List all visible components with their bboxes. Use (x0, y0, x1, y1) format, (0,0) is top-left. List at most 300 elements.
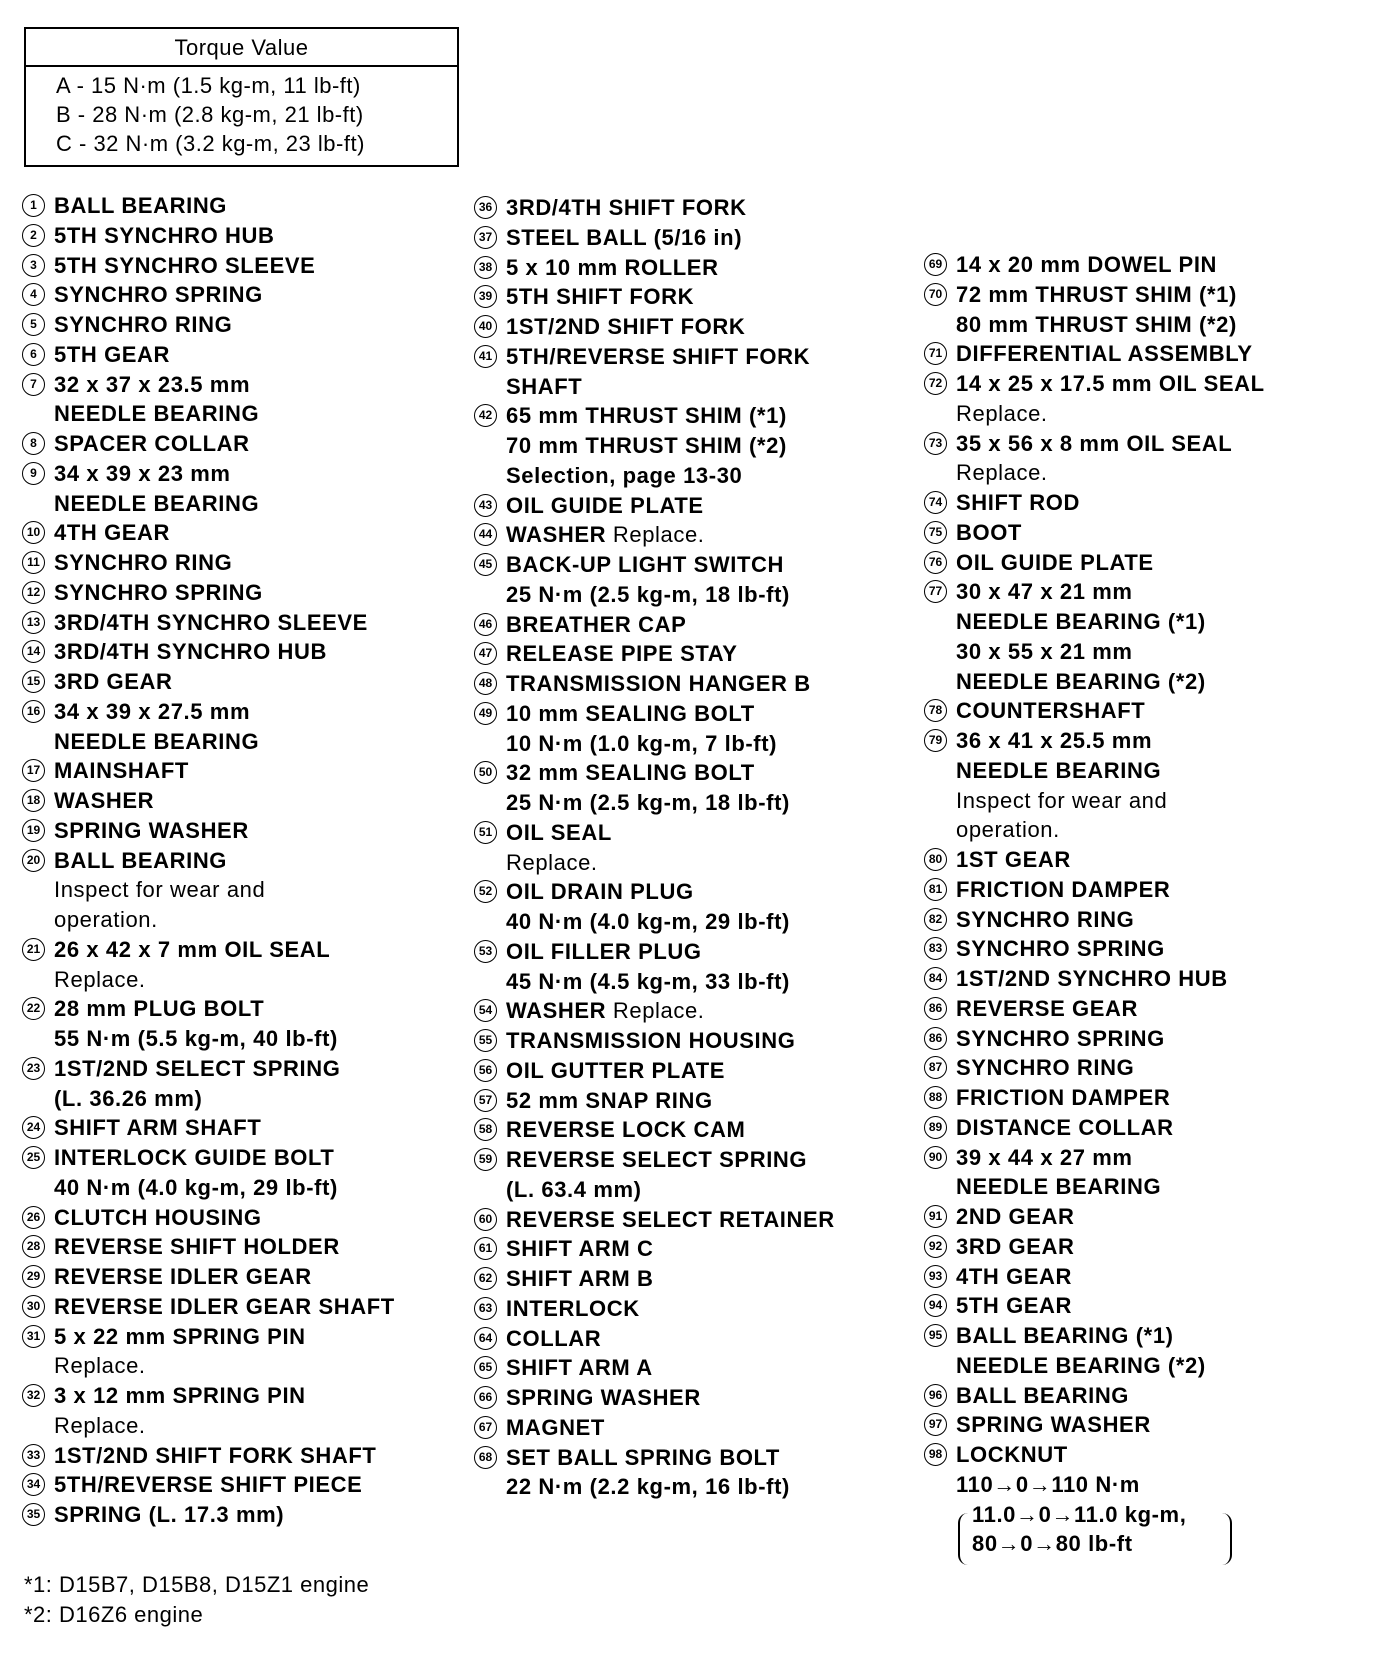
parts-column-2 (474, 193, 835, 1502)
part-number-badge: 74 (924, 491, 947, 514)
brace-right (1222, 1513, 1232, 1565)
part-name: 26 x 42 x 7 mm OIL SEAL (54, 936, 331, 962)
part-name: SPRING WASHER (506, 1385, 701, 1410)
part-name: RELEASE PIPE STAY (506, 641, 738, 667)
part-item (474, 758, 835, 818)
part-number-badge: 16 (22, 700, 45, 723)
part-number-badge: 11 (22, 551, 45, 574)
part-item (924, 934, 1265, 964)
part-number-badge: 25 (22, 1146, 45, 1169)
part-item (22, 310, 395, 340)
part-name: FRICTION DAMPER (956, 876, 1171, 902)
part-number-badge: 58 (474, 1118, 497, 1141)
part-item (474, 877, 835, 937)
part-name: 1ST/2ND SELECT SPRING (54, 1055, 341, 1081)
part-name: SYNCHRO RING (54, 550, 233, 575)
part-number-badge: 54 (474, 999, 497, 1022)
part-number-badge: 37 (474, 226, 497, 249)
part-number-badge: 84 (924, 967, 947, 990)
part-number-badge: 96 (924, 1384, 947, 1407)
part-number-badge: 70 (924, 283, 947, 306)
part-name: 3RD/4TH SHIFT FORK (506, 195, 747, 220)
part-name: SYNCHRO RING (956, 1055, 1135, 1081)
part-item (474, 491, 835, 521)
torque-value-box (24, 27, 459, 167)
part-item (474, 1234, 835, 1264)
part-name: 65 mm THRUST SHIM (*1) (506, 403, 787, 429)
part-name: OIL SEAL (506, 819, 612, 845)
part-number-badge: 23 (22, 1057, 45, 1080)
part-name: 5 x 10 mm ROLLER (506, 254, 719, 280)
part-item (22, 846, 395, 935)
part-item (474, 699, 835, 759)
part-detail-line: NEEDLE BEARING (*2) (956, 668, 1206, 694)
part-name: 3RD GEAR (956, 1233, 1075, 1259)
part-inline-note: Replace. (612, 522, 705, 548)
part-item (924, 696, 1265, 726)
torque-lines (26, 67, 457, 158)
part-item (22, 1441, 395, 1471)
part-name: MAINSHAFT (54, 758, 189, 784)
part-item (474, 1353, 835, 1383)
part-number-badge: 17 (22, 759, 45, 782)
part-item (22, 994, 395, 1054)
part-note: Replace. (956, 400, 1048, 426)
part-number-badge: 6 (22, 343, 45, 366)
part-item (924, 1321, 1265, 1381)
part-note: Inspect for wear and (54, 877, 266, 903)
part-name: SYNCHRO RING (956, 906, 1135, 932)
part-name: OIL FILLER PLUG (506, 938, 702, 964)
part-number-badge: 10 (22, 521, 45, 544)
part-name: DIFFERENTIAL ASSEMBLY (956, 341, 1253, 367)
part-number-badge: 90 (924, 1146, 947, 1169)
part-item (924, 1202, 1265, 1232)
part-item (474, 401, 835, 490)
part-number-badge: 44 (474, 523, 497, 546)
part-name: SPACER COLLAR (54, 431, 250, 456)
part-name: SET BALL SPRING BOLT (506, 1444, 780, 1470)
part-item (22, 697, 395, 757)
torque-title: Torque Value (26, 29, 457, 67)
part-detail-line: 45 N·m (4.5 kg-m, 33 lb-ft) (506, 968, 790, 994)
part-number-badge: 89 (924, 1116, 947, 1139)
part-number-badge: 35 (22, 1503, 45, 1526)
part-name: 3RD/4TH SYNCHRO SLEEVE (54, 609, 368, 635)
part-item (22, 1470, 395, 1500)
part-number-badge: 39 (474, 285, 497, 308)
part-item (22, 1113, 395, 1143)
part-item (924, 1024, 1265, 1054)
part-item (22, 756, 395, 786)
part-item (924, 1053, 1265, 1083)
part-name: REVERSE LOCK CAM (506, 1117, 746, 1143)
part-number-badge: 48 (474, 672, 497, 695)
part-name: OIL DRAIN PLUG (506, 879, 694, 905)
part-number-badge: 91 (924, 1205, 947, 1228)
part-item (474, 342, 835, 402)
part-name: SPRING (L. 17.3 mm) (54, 1502, 285, 1527)
part-name: 72 mm THRUST SHIM (*1) (956, 281, 1237, 307)
part-name: 36 x 41 x 25.5 mm (956, 728, 1153, 753)
part-name: BALL BEARING (54, 847, 228, 873)
part-bracket-line: 80→0→80 lb-ft (972, 1531, 1133, 1557)
part-number-badge: 34 (22, 1473, 45, 1496)
part-item (22, 578, 395, 608)
part-name: 30 x 47 x 21 mm (956, 579, 1133, 605)
part-note: Replace. (506, 849, 598, 875)
part-item (22, 1292, 395, 1322)
part-item (22, 608, 395, 638)
part-number-badge: 94 (924, 1294, 947, 1317)
part-name: 14 x 20 mm DOWEL PIN (956, 252, 1218, 277)
part-item (474, 253, 835, 283)
part-number-badge: 78 (924, 699, 947, 722)
part-number-badge: 63 (474, 1297, 497, 1320)
part-detail-line: Selection, page 13-30 (506, 462, 743, 488)
part-name: FRICTION DAMPER (956, 1085, 1171, 1110)
part-item (924, 250, 1265, 280)
part-number-badge: 95 (924, 1324, 947, 1347)
part-item (22, 518, 395, 548)
part-item (22, 280, 395, 310)
part-name: DISTANCE COLLAR (956, 1114, 1174, 1140)
part-number-badge: 52 (474, 880, 497, 903)
part-detail-line: (L. 36.26 mm) (54, 1085, 203, 1111)
part-number-badge: 20 (22, 849, 45, 872)
part-item (924, 1113, 1265, 1143)
part-item (22, 340, 395, 370)
part-number-badge: 59 (474, 1148, 497, 1171)
part-number-badge: 2 (22, 224, 45, 247)
part-name: 32 x 37 x 23.5 mm (54, 371, 251, 397)
part-name: OIL GUIDE PLATE (506, 492, 704, 518)
part-number-badge: 22 (22, 997, 45, 1020)
part-name: REVERSE SELECT SPRING (506, 1147, 808, 1172)
part-number-badge: 73 (924, 432, 947, 455)
part-item (924, 339, 1265, 369)
part-item (22, 429, 395, 459)
part-number-badge: 62 (474, 1267, 497, 1290)
part-number-badge: 86 (924, 997, 947, 1020)
part-number-badge: 49 (474, 702, 497, 725)
part-name: WASHER (506, 998, 607, 1024)
part-name: 34 x 39 x 23 mm (54, 460, 231, 486)
part-number-badge: 80 (924, 848, 947, 871)
part-name: SPRING WASHER (956, 1412, 1151, 1438)
part-name: SHIFT ARM C (506, 1236, 654, 1262)
part-item (474, 610, 835, 640)
part-item (22, 459, 395, 519)
part-item (22, 1381, 395, 1441)
part-number-badge: 14 (22, 640, 45, 663)
part-item (924, 905, 1265, 935)
part-item (22, 1262, 395, 1292)
part-number-badge: 47 (474, 642, 497, 665)
part-item (22, 1143, 395, 1203)
part-name: 28 mm PLUG BOLT (54, 996, 265, 1022)
part-item (22, 548, 395, 578)
part-number-badge: 92 (924, 1235, 947, 1258)
part-number-badge: 30 (22, 1295, 45, 1318)
part-detail-line: NEEDLE BEARING (*2) (956, 1352, 1206, 1378)
part-name: 5TH SYNCHRO SLEEVE (54, 252, 316, 278)
part-number-badge: 82 (924, 908, 947, 931)
part-item (924, 726, 1265, 845)
part-name: 3RD GEAR (54, 669, 173, 694)
part-number-badge: 28 (22, 1235, 45, 1258)
part-item (22, 1322, 395, 1382)
part-item (474, 937, 835, 997)
part-number-badge: 7 (22, 373, 45, 396)
part-name: BALL BEARING (54, 193, 228, 218)
part-number-badge: 75 (924, 521, 947, 544)
part-item (474, 1026, 835, 1056)
part-detail-line: 40 N·m (4.0 kg-m, 29 lb-ft) (54, 1174, 338, 1200)
part-number-badge: 66 (474, 1386, 497, 1409)
part-name: INTERLOCK GUIDE BOLT (54, 1145, 335, 1170)
part-number-badge: 77 (924, 580, 947, 603)
part-detail-line: 55 N·m (5.5 kg-m, 40 lb-ft) (54, 1026, 338, 1051)
footnotes (24, 1570, 369, 1630)
part-item (474, 669, 835, 699)
part-number-badge: 42 (474, 404, 497, 427)
part-item (22, 637, 395, 667)
part-item (474, 1264, 835, 1294)
part-number-badge: 51 (474, 821, 497, 844)
part-item (924, 845, 1265, 875)
part-item (924, 429, 1265, 489)
part-detail-line: NEEDLE BEARING (54, 401, 260, 427)
part-item (22, 370, 395, 430)
part-item (474, 1413, 835, 1443)
part-item (924, 577, 1265, 696)
part-item (924, 369, 1265, 429)
part-detail-line: 25 N·m (2.5 kg-m, 18 lb-ft) (506, 790, 790, 815)
torque-line-b: B - 28 N·m (2.8 kg-m, 21 lb-ft) (56, 102, 364, 127)
part-number-badge: 53 (474, 940, 497, 963)
part-name: INTERLOCK (506, 1295, 640, 1321)
part-number-badge: 18 (22, 789, 45, 812)
part-item (924, 994, 1265, 1024)
part-name: 1ST GEAR (956, 847, 1071, 872)
part-item (22, 251, 395, 281)
part-item (474, 1443, 835, 1503)
part-item (924, 1381, 1265, 1411)
part-number-badge: 31 (22, 1325, 45, 1348)
part-number-badge: 72 (924, 372, 947, 395)
part-number-badge: 60 (474, 1208, 497, 1231)
part-number-badge: 9 (22, 462, 45, 485)
part-note: Replace. (54, 1353, 146, 1379)
footnote-2: *2: D16Z6 engine (24, 1602, 204, 1627)
part-name: 1ST/2ND SHIFT FORK SHAFT (54, 1442, 377, 1468)
part-detail-line: 40 N·m (4.0 kg-m, 29 lb-ft) (506, 909, 790, 934)
part-item (474, 1205, 835, 1235)
part-item (924, 1232, 1265, 1262)
part-name: REVERSE IDLER GEAR SHAFT (54, 1293, 395, 1319)
part-detail-line: SHAFT (506, 373, 583, 399)
part-number-badge: 88 (924, 1086, 947, 1109)
part-name: SYNCHRO SPRING (956, 936, 1165, 962)
part-item (474, 1324, 835, 1354)
part-name: SHIFT ARM B (506, 1266, 654, 1291)
part-number-badge: 69 (924, 253, 947, 276)
part-name: 4TH GEAR (956, 1263, 1073, 1289)
part-item (474, 1115, 835, 1145)
part-note: operation. (956, 817, 1060, 843)
part-item (474, 1145, 835, 1205)
part-name: 5TH SHIFT FORK (506, 284, 695, 310)
parts-column-1 (22, 191, 395, 1530)
part-item (924, 1262, 1265, 1292)
part-item (474, 223, 835, 253)
part-item (924, 1291, 1265, 1321)
part-detail-line: 110→0→110 N·m (956, 1471, 1140, 1497)
part-name: TRANSMISSION HOUSING (506, 1028, 796, 1053)
part-name: BALL BEARING (956, 1382, 1130, 1408)
part-item (474, 312, 835, 342)
part-number-badge: 15 (22, 670, 45, 693)
part-number-badge: 32 (22, 1384, 45, 1407)
part-detail-line: 22 N·m (2.2 kg-m, 16 lb-ft) (506, 1474, 790, 1500)
part-item (474, 818, 835, 878)
part-name: TRANSMISSION HANGER B (506, 671, 811, 696)
part-name: WASHER (54, 788, 155, 813)
part-number-badge: 81 (924, 878, 947, 901)
part-name: 52 mm SNAP RING (506, 1087, 713, 1113)
part-name: 39 x 44 x 27 mm (956, 1144, 1133, 1170)
part-note: Replace. (54, 966, 146, 992)
part-name: SHIFT ARM A (506, 1355, 653, 1381)
part-item (924, 1083, 1265, 1113)
part-name: BALL BEARING (*1) (956, 1323, 1174, 1348)
part-item (474, 282, 835, 312)
part-item (474, 550, 835, 610)
part-name: 5TH GEAR (956, 1293, 1073, 1319)
part-number-badge: 57 (474, 1089, 497, 1112)
part-item (474, 996, 835, 1026)
part-detail-line: NEEDLE BEARING (54, 490, 260, 516)
part-item (22, 1203, 395, 1233)
part-detail-line: (L. 63.4 mm) (506, 1176, 642, 1202)
part-item (924, 875, 1265, 905)
part-item (474, 1086, 835, 1116)
part-item (22, 816, 395, 846)
part-name: 5TH/REVERSE SHIFT FORK (506, 343, 811, 369)
part-number-badge: 67 (474, 1416, 497, 1439)
part-item (474, 193, 835, 223)
part-name: 10 mm SEALING BOLT (506, 700, 755, 726)
part-detail-line: 25 N·m (2.5 kg-m, 18 lb-ft) (506, 581, 790, 607)
part-number-badge: 93 (924, 1265, 947, 1288)
part-number-badge: 65 (474, 1356, 497, 1379)
part-number-badge: 98 (924, 1443, 947, 1466)
part-name: LOCKNUT (956, 1442, 1068, 1467)
part-number-badge: 19 (22, 819, 45, 842)
part-detail-line: NEEDLE BEARING (956, 757, 1162, 783)
part-number-badge: 61 (474, 1237, 497, 1260)
part-item (22, 1232, 395, 1262)
part-name: BACK-UP LIGHT SWITCH (506, 552, 785, 577)
part-number-badge: 4 (22, 283, 45, 306)
part-name: SHIFT ROD (956, 490, 1080, 515)
part-number-badge: 36 (474, 196, 497, 219)
part-item (924, 1410, 1265, 1440)
part-name: BOOT (956, 519, 1022, 545)
part-number-badge: 79 (924, 729, 947, 752)
part-name: SPRING WASHER (54, 817, 249, 843)
part-name: WASHER (506, 522, 607, 548)
parts-column-3 (924, 250, 1265, 1559)
part-detail-line: 10 N·m (1.0 kg-m, 7 lb-ft) (506, 730, 778, 756)
part-name: REVERSE SELECT RETAINER (506, 1206, 835, 1232)
part-name: STEEL BALL (5/16 in) (506, 224, 743, 250)
part-number-badge: 97 (924, 1413, 947, 1436)
part-name: 5TH SYNCHRO HUB (54, 222, 275, 248)
part-number-badge: 87 (924, 1056, 947, 1079)
part-item (924, 280, 1265, 340)
part-number-badge: 83 (924, 937, 947, 960)
part-item (22, 667, 395, 697)
part-number-badge: 33 (22, 1444, 45, 1467)
part-number-badge: 55 (474, 1029, 497, 1052)
part-name: REVERSE SHIFT HOLDER (54, 1234, 340, 1260)
part-name: OIL GUIDE PLATE (956, 549, 1154, 575)
part-item (924, 964, 1265, 994)
part-number-badge: 38 (474, 256, 497, 279)
part-name: MAGNET (506, 1414, 605, 1440)
part-number-badge: 64 (474, 1327, 497, 1350)
part-detail-line: NEEDLE BEARING (54, 728, 260, 754)
part-inline-note: Replace. (612, 998, 705, 1024)
part-note: Inspect for wear and (956, 787, 1168, 813)
part-detail-line: NEEDLE BEARING (956, 1174, 1162, 1200)
part-number-badge: 45 (474, 553, 497, 576)
part-number-badge: 71 (924, 342, 947, 365)
part-number-badge: 8 (22, 432, 45, 455)
part-name: COUNTERSHAFT (956, 698, 1146, 724)
footnote-1: *1: D15B7, D15B8, D15Z1 engine (24, 1572, 370, 1597)
part-item (474, 1056, 835, 1086)
part-detail-line: NEEDLE BEARING (*1) (956, 609, 1206, 634)
brace-left (958, 1513, 968, 1565)
part-number-badge: 13 (22, 611, 45, 634)
part-name: 4TH GEAR (54, 520, 171, 546)
part-number-badge: 12 (22, 581, 45, 604)
part-name: 5TH GEAR (54, 341, 171, 367)
part-item (22, 786, 395, 816)
part-item (924, 518, 1265, 548)
part-number-badge: 86 (924, 1027, 947, 1050)
part-name: 34 x 39 x 27.5 mm (54, 698, 251, 724)
part-name: SHIFT ARM SHAFT (54, 1115, 262, 1141)
part-name: SYNCHRO SPRING (956, 1025, 1165, 1051)
part-number-badge: 26 (22, 1206, 45, 1229)
part-item (22, 1500, 395, 1530)
part-item (474, 520, 835, 550)
torque-line-c: C - 32 N·m (3.2 kg-m, 23 lb-ft) (56, 131, 365, 156)
part-name: 35 x 56 x 8 mm OIL SEAL (956, 430, 1233, 456)
part-number-badge: 46 (474, 613, 497, 636)
part-name: SYNCHRO SPRING (54, 282, 263, 308)
part-bracket-line: 11.0→0→11.0 kg-m, (972, 1501, 1187, 1527)
part-note: Replace. (956, 460, 1048, 486)
part-item (924, 1440, 1265, 1559)
part-name: 32 mm SEALING BOLT (506, 760, 755, 786)
part-item (474, 1294, 835, 1324)
part-item (22, 191, 395, 221)
